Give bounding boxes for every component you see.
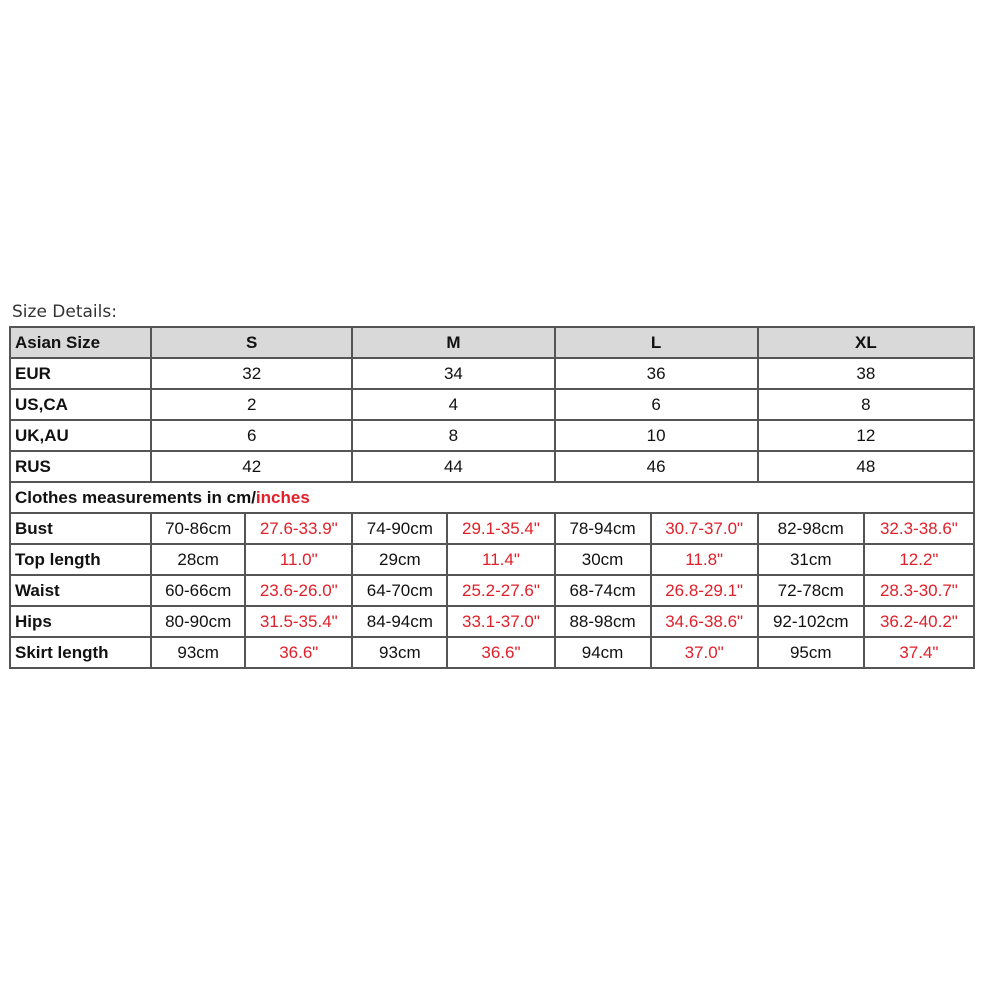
cm-value: 82-98cm bbox=[758, 513, 864, 544]
conversion-value: 44 bbox=[352, 451, 554, 482]
conversion-value: 10 bbox=[555, 420, 758, 451]
conversion-row-rus bbox=[10, 451, 974, 482]
measurement-row-skirt-length bbox=[10, 637, 974, 668]
cm-value: 74-90cm bbox=[352, 513, 447, 544]
cm-value: 93cm bbox=[151, 637, 245, 668]
conversion-label: UK,AU bbox=[10, 420, 151, 451]
size-header-row bbox=[10, 327, 974, 358]
conversion-row-eur bbox=[10, 358, 974, 389]
size-chart-table bbox=[9, 326, 975, 669]
inch-value: 23.6-26.0" bbox=[245, 575, 352, 606]
conversion-value: 36 bbox=[555, 358, 758, 389]
conversion-value: 6 bbox=[151, 420, 352, 451]
measurement-label: Top length bbox=[10, 544, 151, 575]
inch-value: 28.3-30.7" bbox=[864, 575, 974, 606]
inch-value: 12.2" bbox=[864, 544, 974, 575]
inch-value: 30.7-37.0" bbox=[651, 513, 758, 544]
inch-value: 34.6-38.6" bbox=[651, 606, 758, 637]
measurements-section-row bbox=[10, 482, 974, 513]
size-m-header: M bbox=[352, 327, 554, 358]
cm-value: 30cm bbox=[555, 544, 651, 575]
conversion-label: EUR bbox=[10, 358, 151, 389]
measurement-row-top-length bbox=[10, 544, 974, 575]
conversion-row-uk-au bbox=[10, 420, 974, 451]
conversion-label: RUS bbox=[10, 451, 151, 482]
conversion-value: 34 bbox=[352, 358, 554, 389]
inch-value: 26.8-29.1" bbox=[651, 575, 758, 606]
inch-value: 36.2-40.2" bbox=[864, 606, 974, 637]
inch-value: 37.0" bbox=[651, 637, 758, 668]
measurement-label: Waist bbox=[10, 575, 151, 606]
measurement-label: Hips bbox=[10, 606, 151, 637]
cm-value: 94cm bbox=[555, 637, 651, 668]
cm-value: 60-66cm bbox=[151, 575, 245, 606]
cm-value: 88-98cm bbox=[555, 606, 651, 637]
conversion-value: 6 bbox=[555, 389, 758, 420]
cm-value: 64-70cm bbox=[352, 575, 447, 606]
inch-value: 11.0" bbox=[245, 544, 352, 575]
conversion-value: 8 bbox=[758, 389, 974, 420]
cm-value: 29cm bbox=[352, 544, 447, 575]
inch-value: 31.5-35.4" bbox=[245, 606, 352, 637]
cm-value: 80-90cm bbox=[151, 606, 245, 637]
conversion-value: 2 bbox=[151, 389, 352, 420]
conversion-value: 4 bbox=[352, 389, 554, 420]
inch-value: 11.8" bbox=[651, 544, 758, 575]
measurement-label: Skirt length bbox=[10, 637, 151, 668]
cm-value: 28cm bbox=[151, 544, 245, 575]
cm-value: 68-74cm bbox=[555, 575, 651, 606]
conversion-value: 32 bbox=[151, 358, 352, 389]
cm-value: 31cm bbox=[758, 544, 864, 575]
section-heading-prefix: Clothes measurements in cm/ bbox=[15, 487, 256, 507]
size-details-caption: Size Details: bbox=[12, 302, 117, 322]
conversion-value: 48 bbox=[758, 451, 974, 482]
measurements-section-heading bbox=[10, 482, 974, 513]
section-heading-inches: inches bbox=[255, 487, 310, 507]
inch-value: 27.6-33.9" bbox=[245, 513, 352, 544]
cm-value: 72-78cm bbox=[758, 575, 864, 606]
size-s-header: S bbox=[151, 327, 352, 358]
cm-value: 70-86cm bbox=[151, 513, 245, 544]
conversion-value: 8 bbox=[352, 420, 554, 451]
size-xl-header: XL bbox=[758, 327, 974, 358]
cm-value: 78-94cm bbox=[555, 513, 651, 544]
conversion-value: 46 bbox=[555, 451, 758, 482]
conversion-label: US,CA bbox=[10, 389, 151, 420]
inch-value: 33.1-37.0" bbox=[447, 606, 554, 637]
inch-value: 25.2-27.6" bbox=[447, 575, 554, 606]
inch-value: 36.6" bbox=[447, 637, 554, 668]
cm-value: 95cm bbox=[758, 637, 864, 668]
cm-value: 92-102cm bbox=[758, 606, 864, 637]
measurement-row-hips bbox=[10, 606, 974, 637]
inch-value: 32.3-38.6" bbox=[864, 513, 974, 544]
size-l-header: L bbox=[555, 327, 758, 358]
conversion-value: 12 bbox=[758, 420, 974, 451]
cm-value: 93cm bbox=[352, 637, 447, 668]
conversion-row-us-ca bbox=[10, 389, 974, 420]
inch-value: 11.4" bbox=[447, 544, 554, 575]
conversion-value: 42 bbox=[151, 451, 352, 482]
measurement-label: Bust bbox=[10, 513, 151, 544]
inch-value: 37.4" bbox=[864, 637, 974, 668]
inch-value: 29.1-35.4" bbox=[447, 513, 554, 544]
asian-size-label: Asian Size bbox=[10, 327, 151, 358]
measurement-row-bust bbox=[10, 513, 974, 544]
conversion-value: 38 bbox=[758, 358, 974, 389]
inch-value: 36.6" bbox=[245, 637, 352, 668]
measurement-row-waist bbox=[10, 575, 974, 606]
cm-value: 84-94cm bbox=[352, 606, 447, 637]
